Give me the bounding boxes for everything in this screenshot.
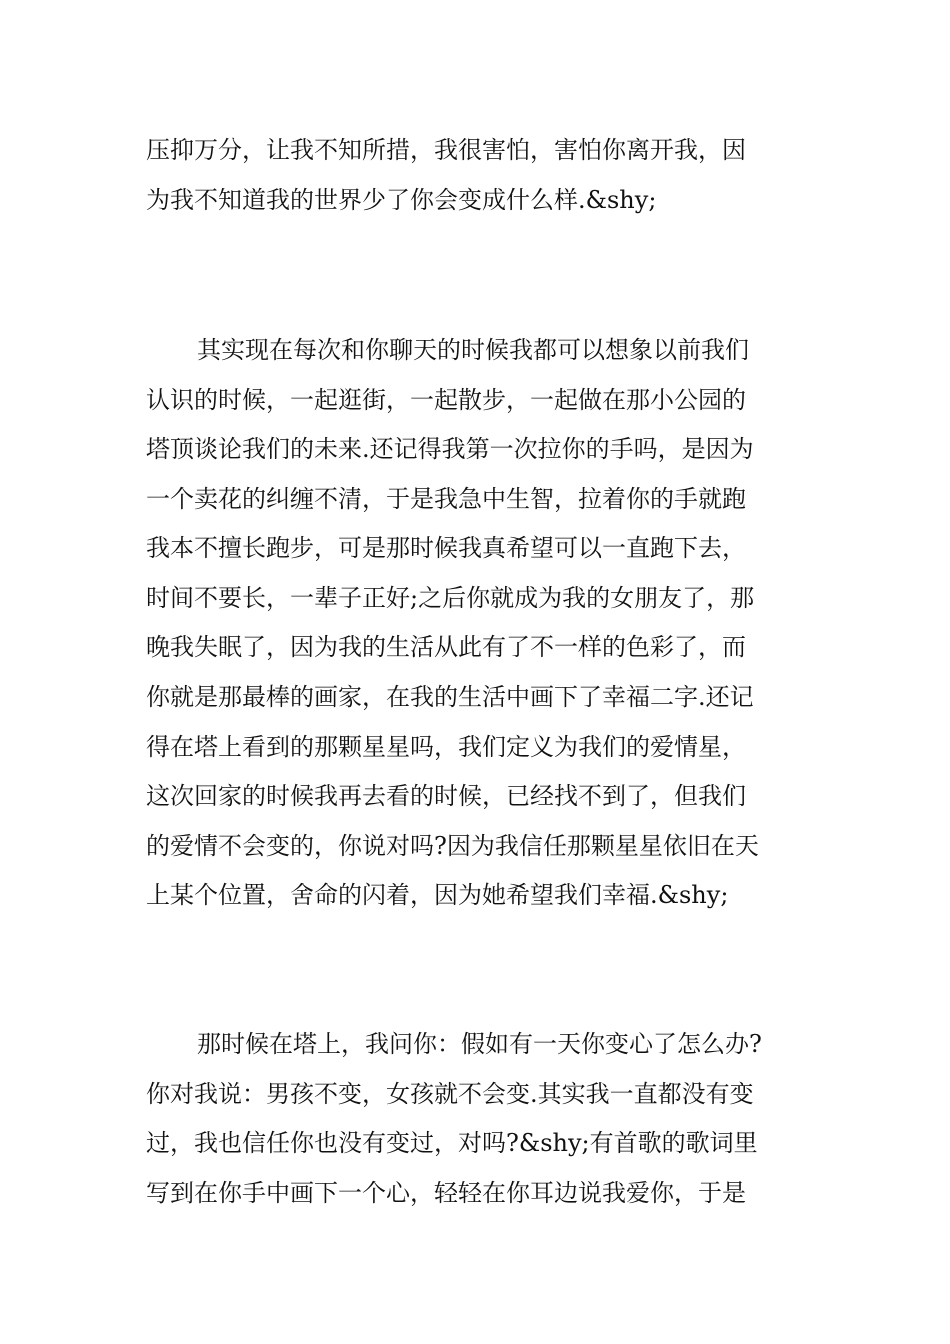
paragraph-2-line-7: 晚我失眠了，因为我的生活从此有了不一样的色彩了，而 (146, 633, 746, 661)
paragraph-2-line-3: 塔顶谈论我们的未来.还记得我第一次拉你的手吗，是因为 (146, 435, 754, 463)
paragraph-1-line-1: 压抑万分，让我不知所措，我很害怕，害怕你离开我，因 (146, 136, 746, 164)
paragraph-3-line-1: 那时候在塔上，我问你：假如有一天你变心了怎么办? (197, 1030, 762, 1058)
paragraph-2-line-5: 我本不擅长跑步，可是那时候我真希望可以一直跑下去， (146, 534, 746, 562)
paragraph-3-line-2: 你对我说：男孩不变，女孩就不会变.其实我一直都没有变 (146, 1080, 754, 1108)
paragraph-2-line-2: 认识的时候，一起逛街，一起散步，一起做在那小公园的 (146, 386, 746, 414)
paragraph-2-line-11: 的爱情不会变的，你说对吗?因为我信任那颗星星依旧在天 (146, 832, 759, 860)
paragraph-2-line-10: 这次回家的时候我再去看的时候，已经找不到了，但我们 (146, 782, 746, 810)
paragraph-2-line-9: 得在塔上看到的那颗星星吗，我们定义为我们的爱情星， (146, 733, 746, 761)
paragraph-3-line-3: 过，我也信任你也没有变过，对吗?&shy;有首歌的歌词里 (146, 1129, 758, 1157)
paragraph-2-line-6: 时间不要长，一辈子正好;之后你就成为我的女朋友了，那 (146, 584, 755, 612)
paragraph-2-line-4: 一个卖花的纠缠不清，于是我急中生智，拉着你的手就跑 (146, 485, 746, 513)
paragraph-2-line-8: 你就是那最棒的画家，在我的生活中画下了幸福二字.还记 (146, 683, 754, 711)
paragraph-2-line-12: 上某个位置，舍命的闪着，因为她希望我们幸福.&shy; (146, 881, 729, 909)
paragraph-1-line-2: 为我不知道我的世界少了你会变成什么样.&shy; (146, 186, 657, 214)
paragraph-2-line-1: 其实现在每次和你聊天的时候我都可以想象以前我们 (197, 336, 749, 364)
paragraph-3-line-4: 写到在你手中画下一个心，轻轻在你耳边说我爱你，于是 (146, 1179, 746, 1207)
